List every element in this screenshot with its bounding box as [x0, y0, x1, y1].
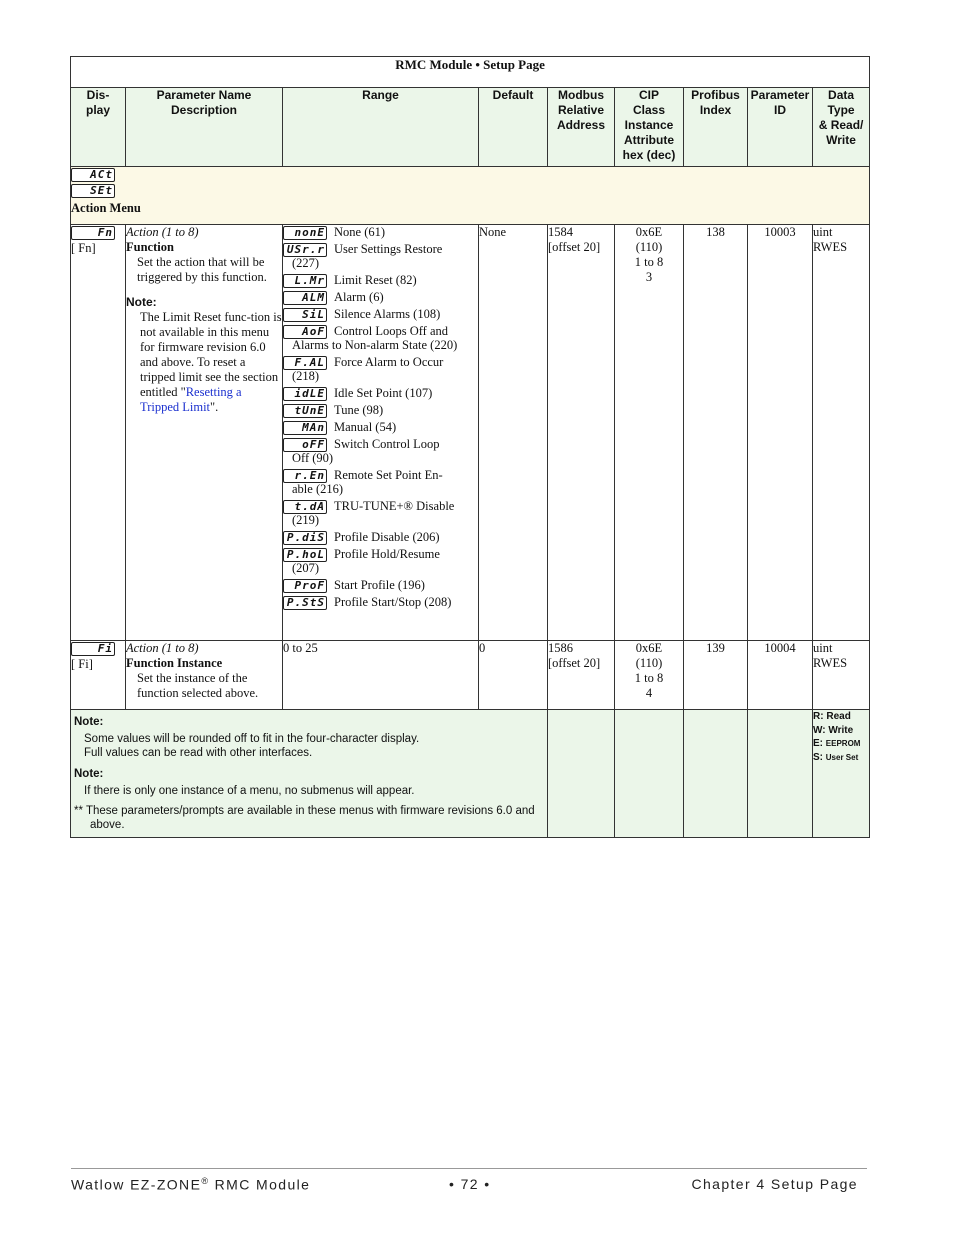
- notes-cell: Note: Some values will be rounded off to fit in the four-character display. Full values can be read with other interfaces. Note: If there is only one instance of a menu, no submenus will appear. ** These parameters/prompts are available in these menus with firmware revisions 6.0 and above.: [71, 710, 548, 838]
- range-option: [283, 307, 478, 322]
- menu-label: Action Menu: [71, 201, 141, 216]
- range-option: [283, 273, 478, 288]
- range-option-label: Profile Disable (206): [334, 530, 440, 544]
- display-code: [ Fn]: [71, 241, 96, 256]
- parameter-id-cell: 10004: [748, 641, 813, 710]
- empty-cell: [748, 710, 813, 838]
- modbus-cell: 1586 [offset 20]: [548, 641, 615, 710]
- range-option: [283, 437, 478, 466]
- range-option: [283, 530, 478, 545]
- data-type-cell: uint RWES: [813, 225, 870, 641]
- resetting-tripped-limit-link[interactable]: Resetting a Tripped Limit: [140, 385, 242, 414]
- parameter-name: Function: [126, 240, 174, 254]
- lcd-display-fn: Fn: [71, 226, 115, 240]
- modbus-cell: 1584 [offset 20]: [548, 225, 615, 641]
- empty-cell: [684, 710, 748, 838]
- note-body: The Limit Reset func-tion is not available in this menu for firmware revision 6.0 and above. To reset a tripped limit see the section entitled "Resetting a Tripped Limit".: [140, 310, 282, 414]
- range-option-continuation: (219): [292, 513, 320, 527]
- range-option: [283, 403, 478, 418]
- range-option-continuation: able (216): [292, 482, 344, 496]
- range-option-label: Profile Hold/Resume: [334, 547, 440, 561]
- lcd-display-option: SiL: [283, 308, 327, 322]
- default-cell: None: [479, 225, 548, 641]
- range-cell: [283, 225, 479, 641]
- range-option: [283, 547, 478, 576]
- range-option-label: Force Alarm to Occur: [334, 355, 444, 369]
- range-option: [283, 242, 478, 271]
- lcd-display-option: P.hoL: [283, 548, 327, 562]
- lcd-display-option: ProF: [283, 579, 327, 593]
- range-option: [283, 290, 478, 305]
- empty-cell: [615, 710, 684, 838]
- range-option-continuation: (227): [292, 256, 320, 270]
- footer-divider: [71, 1168, 867, 1169]
- lcd-display-act: ACt: [71, 168, 115, 182]
- lcd-display-option: AoF: [283, 325, 327, 339]
- range-option: [283, 324, 478, 353]
- table-row: [71, 225, 870, 641]
- menu-section-row: [71, 167, 870, 225]
- lcd-display-option: tUnE: [283, 404, 327, 418]
- default-cell: 0: [479, 641, 548, 710]
- display-code: [ Fi]: [71, 657, 93, 672]
- range-option: [283, 225, 478, 240]
- range-option-continuation: (218): [292, 369, 320, 383]
- lcd-display-option: t.dA: [283, 500, 327, 514]
- range-option-continuation: Off (90): [292, 451, 334, 465]
- range-option-label: Limit Reset (82): [334, 273, 417, 287]
- range-option-label: Control Loops Off and: [334, 324, 448, 338]
- header-display: Dis- play: [71, 88, 126, 167]
- lcd-display-option: oFF: [283, 438, 327, 452]
- note-heading: Note:: [126, 295, 157, 309]
- header-parameter: Parameter Name Description: [126, 88, 283, 167]
- range-option: [283, 578, 478, 593]
- action-range: Action (1 to 8): [126, 641, 199, 655]
- range-option-label: Profile Start/Stop (208): [334, 595, 452, 609]
- header-range: Range: [283, 88, 479, 167]
- data-type-cell: uint RWES: [813, 641, 870, 710]
- parameter-cell: [126, 641, 283, 710]
- lcd-display-option: P.diS: [283, 531, 327, 545]
- range-option-label: Idle Set Point (107): [334, 386, 433, 400]
- empty-cell: [548, 710, 615, 838]
- range-option: [283, 499, 478, 528]
- cip-cell: 0x6E (110) 1 to 8 4: [615, 641, 684, 710]
- parameter-cell: [126, 225, 283, 641]
- table-title: RMC Module • Setup Page: [71, 57, 870, 88]
- page-number: • 72 •: [449, 1176, 491, 1192]
- range-option-label: Start Profile (196): [334, 578, 425, 592]
- lcd-display-option: r.En: [283, 469, 327, 483]
- range-option-label: Remote Set Point En-: [334, 468, 443, 482]
- range-option-label: User Settings Restore: [334, 242, 443, 256]
- footer-right: Chapter 4 Setup Page: [691, 1176, 858, 1192]
- range-option: [283, 468, 478, 497]
- footer-left: Watlow EZ-ZONE® RMC Module: [71, 1176, 311, 1193]
- setup-page-table: [70, 56, 870, 838]
- display-cell: [71, 641, 126, 710]
- lcd-display-option: USr.r: [283, 243, 327, 257]
- range-option-label: Tune (98): [334, 403, 384, 417]
- range-option-label: TRU-TUNE+® Disable: [334, 499, 455, 513]
- header-data-type: Data Type & Read/ Write: [813, 88, 870, 167]
- lcd-display-option: MAn: [283, 421, 327, 435]
- profibus-cell: 139: [684, 641, 748, 710]
- rw-legend: R: Read W: Write E: EEPROM S: User Set: [813, 710, 870, 838]
- header-cip: CIP Class Instance Attribute hex (dec): [615, 88, 684, 167]
- range-option-label: Alarm (6): [334, 290, 384, 304]
- lcd-display-option: P.StS: [283, 596, 327, 610]
- header-default: Default: [479, 88, 548, 167]
- range-option-label: Silence Alarms (108): [334, 307, 441, 321]
- range-option: [283, 595, 478, 610]
- action-range: Action (1 to 8): [126, 225, 199, 239]
- header-modbus: Modbus Relative Address: [548, 88, 615, 167]
- parameter-description: Set the action that will be triggered by this function.: [137, 255, 267, 284]
- parameter-id-cell: 10003: [748, 225, 813, 641]
- header-parameter-id: Parameter ID: [748, 88, 813, 167]
- lcd-display-option: F.AL: [283, 356, 327, 370]
- range-option-label: Switch Control Loop: [334, 437, 440, 451]
- parameter-description: Set the instance of the function selected above.: [137, 671, 259, 700]
- table-row: [71, 641, 870, 710]
- range-option: [283, 355, 478, 384]
- range-option-continuation: (207): [292, 561, 320, 575]
- lcd-display-option: idLE: [283, 387, 327, 401]
- range-option: [283, 420, 478, 435]
- cip-cell: 0x6E (110) 1 to 8 3: [615, 225, 684, 641]
- lcd-display-fi: Fi: [71, 642, 115, 656]
- lcd-display-set: SEt: [71, 184, 115, 198]
- range-option: [283, 386, 478, 401]
- lcd-display-option: L.Mr: [283, 274, 327, 288]
- lcd-display-option: nonE: [283, 226, 327, 240]
- range-option-label: Manual (54): [334, 420, 397, 434]
- profibus-cell: 138: [684, 225, 748, 641]
- header-profibus: Profibus Index: [684, 88, 748, 167]
- parameter-name: Function Instance: [126, 656, 223, 670]
- range-cell: 0 to 25: [283, 641, 479, 710]
- range-option-label: None (61): [334, 225, 386, 239]
- notes-row: [71, 710, 870, 838]
- display-cell: [71, 225, 126, 641]
- lcd-display-option: ALM: [283, 291, 327, 305]
- range-option-continuation: Alarms to Non-alarm State (220): [292, 338, 458, 352]
